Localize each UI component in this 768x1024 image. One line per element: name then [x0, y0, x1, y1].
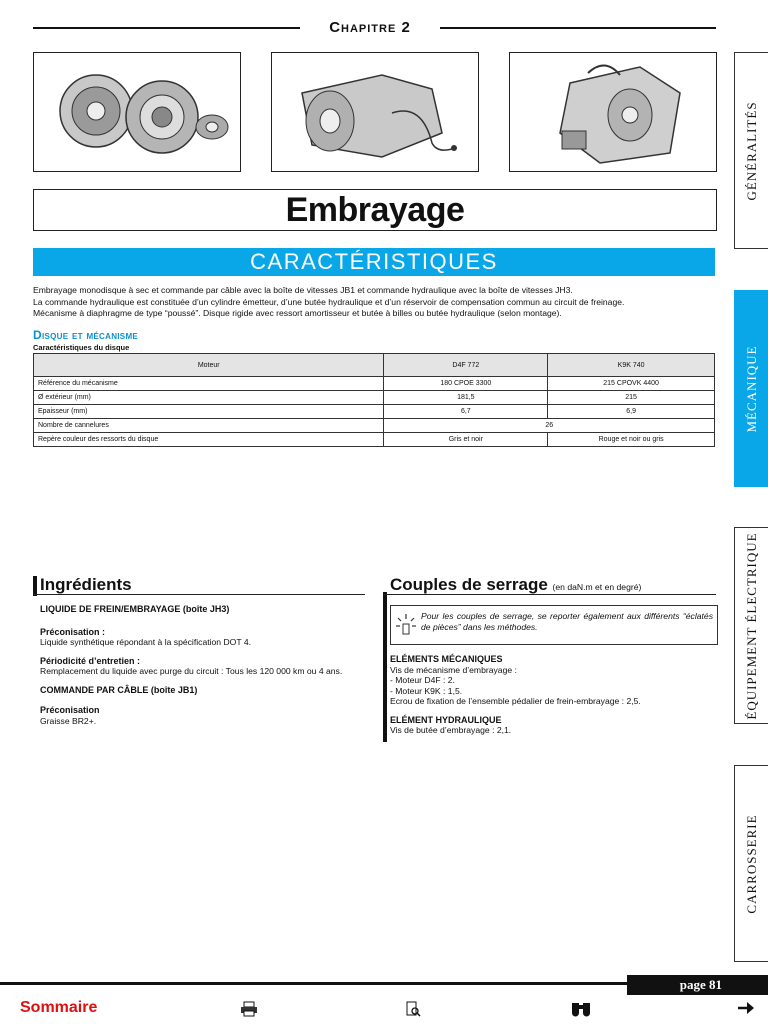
document-search-icon[interactable] [405, 1001, 421, 1020]
sommaire-link[interactable]: Sommaire [20, 999, 98, 1016]
couples-title [390, 575, 641, 595]
intro-text [33, 285, 723, 320]
couples-h2: ELÉMENT HYDRAULIQUE [390, 714, 502, 725]
row-label: Epaisseur (mm) [34, 405, 384, 419]
disque-heading: Disque et mécanisme [33, 328, 139, 342]
d4f-value: 6,7 [384, 405, 548, 419]
page-title [33, 189, 717, 231]
chapter-label: Chapitre 2 [329, 19, 411, 36]
d4f-value: Gris et noir [384, 433, 548, 447]
page-title-text: Embrayage [285, 191, 465, 229]
table-row [34, 377, 715, 391]
ingredients-h2: COMMANDE PAR CÂBLE (boîte JB1) [40, 684, 198, 695]
printer-icon[interactable] [240, 1001, 258, 1020]
intro-line: La commande hydraulique est constituée d’un cylindre émetteur, d’une butée hydraulique et d’un réservoir de compensation commun au circuit de freinage. [33, 296, 625, 307]
ingredients-body [40, 604, 370, 726]
table-header-k9k: K9K 740 [548, 354, 715, 377]
page-number-text: page 81 [679, 977, 722, 992]
disque-table [33, 353, 715, 447]
couples-title-text: Couples de serrage [390, 575, 548, 594]
couples-line: Vis de mécanisme d’embrayage : [390, 664, 517, 675]
tab-label: MÉCANIQUE [744, 345, 759, 432]
k9k-value: Rouge et noir ou gris [548, 433, 715, 447]
ingredients-bar [33, 576, 37, 596]
preco-label: Préconisation : [40, 626, 106, 637]
ingredients-rule [33, 594, 365, 595]
disque-subheading: Caractéristiques du disque [33, 343, 130, 352]
k9k-value: 215 [548, 391, 715, 405]
cannelures-value: 26 [384, 419, 715, 433]
arrow-right-icon[interactable] [737, 1001, 755, 1018]
binoculars-icon[interactable] [570, 1001, 592, 1020]
couples-line: - Moteur D4F : 2. [390, 675, 455, 685]
couples-line: Ecrou de fixation de l’ensemble pédalier de frein-embrayage : 2,5. [390, 696, 641, 706]
tab-label: CARROSSERIE [744, 813, 759, 914]
couples-h1: ELÉMENTS MÉCANIQUES [390, 654, 503, 664]
couples-body [390, 654, 716, 736]
k9k-value: 6,9 [548, 405, 715, 419]
k9k-value: 215 CPOVK 4400 [548, 377, 715, 391]
ingredients-title: Ingrédients [40, 575, 132, 594]
intro-line: Embrayage monodisque à sec et commande par câble avec la boîte de vitesses JB1 et commande hydraulique avec la boîte de vitesses JH3. [33, 285, 573, 295]
couples-line: Vis de butée d’embrayage : 2,1. [390, 725, 512, 735]
footer-rule [0, 982, 627, 985]
preco2-text: Graisse BR2+. [40, 715, 97, 726]
table-row [34, 419, 715, 433]
note-text: Pour les couples de serrage, se reporter également aux différents “éclatés de pièces” dans les méthodes. [421, 611, 713, 632]
preco2-label: Préconisation [40, 705, 100, 715]
period-label: Périodicité d’entretien : [40, 655, 141, 666]
period-text: Remplacement du liquide avec purge du circuit : Tous les 120 000 km ou 4 ans. [40, 666, 343, 676]
couples-line: - Moteur K9K : 1,5. [390, 685, 463, 696]
table-header-d4f: D4F 772 [384, 354, 548, 377]
row-label: Repère couleur des ressorts du disque [34, 433, 384, 447]
d4f-value: 181,5 [384, 391, 548, 405]
gearbox-illustration [509, 52, 717, 172]
section-banner: CARACTÉRISTIQUES [33, 248, 715, 276]
table-row [34, 391, 715, 405]
attention-icon [395, 612, 417, 638]
table-row [34, 433, 715, 447]
couples-unit: (en daN.m et en degré) [552, 582, 642, 592]
preco-text: Liquide synthétique répondant à la spécification DOT 4. [40, 637, 251, 647]
header-rule-right [440, 27, 716, 29]
page-number [627, 975, 768, 995]
note-box [390, 605, 718, 645]
table-header-moteur: Moteur [34, 354, 384, 377]
tab-generalites[interactable] [734, 52, 768, 249]
engine-clutch-illustration [271, 52, 479, 172]
row-label: Ø extérieur (mm) [34, 391, 384, 405]
ingredients-h1: LIQUIDE DE FREIN/EMBRAYAGE (boîte JH3) [40, 604, 230, 614]
row-label: Nombre de cannelures [34, 419, 384, 433]
table-row [34, 405, 715, 419]
row-label: Référence du mécanisme [34, 377, 384, 391]
tab-equipement-electrique[interactable] [734, 527, 768, 724]
intro-line: Mécanisme à diaphragme de type “poussé”. Disque rigide avec ressort amortisseur et butée à billes ou butée hydraulique (selon montage). [33, 308, 562, 318]
d4f-value: 180 CPOE 3300 [384, 377, 548, 391]
tab-label: GÉNÉRALITÉS [744, 100, 759, 201]
tab-mecanique[interactable] [734, 290, 768, 487]
couples-rule [383, 594, 716, 595]
clutch-kit-illustration [33, 52, 241, 172]
header-rule-left [33, 27, 300, 29]
tab-label: ÉQUIPEMENT ÉLECTRIQUE [744, 531, 759, 720]
tab-carrosserie[interactable] [734, 765, 768, 962]
couples-bar [383, 592, 387, 742]
